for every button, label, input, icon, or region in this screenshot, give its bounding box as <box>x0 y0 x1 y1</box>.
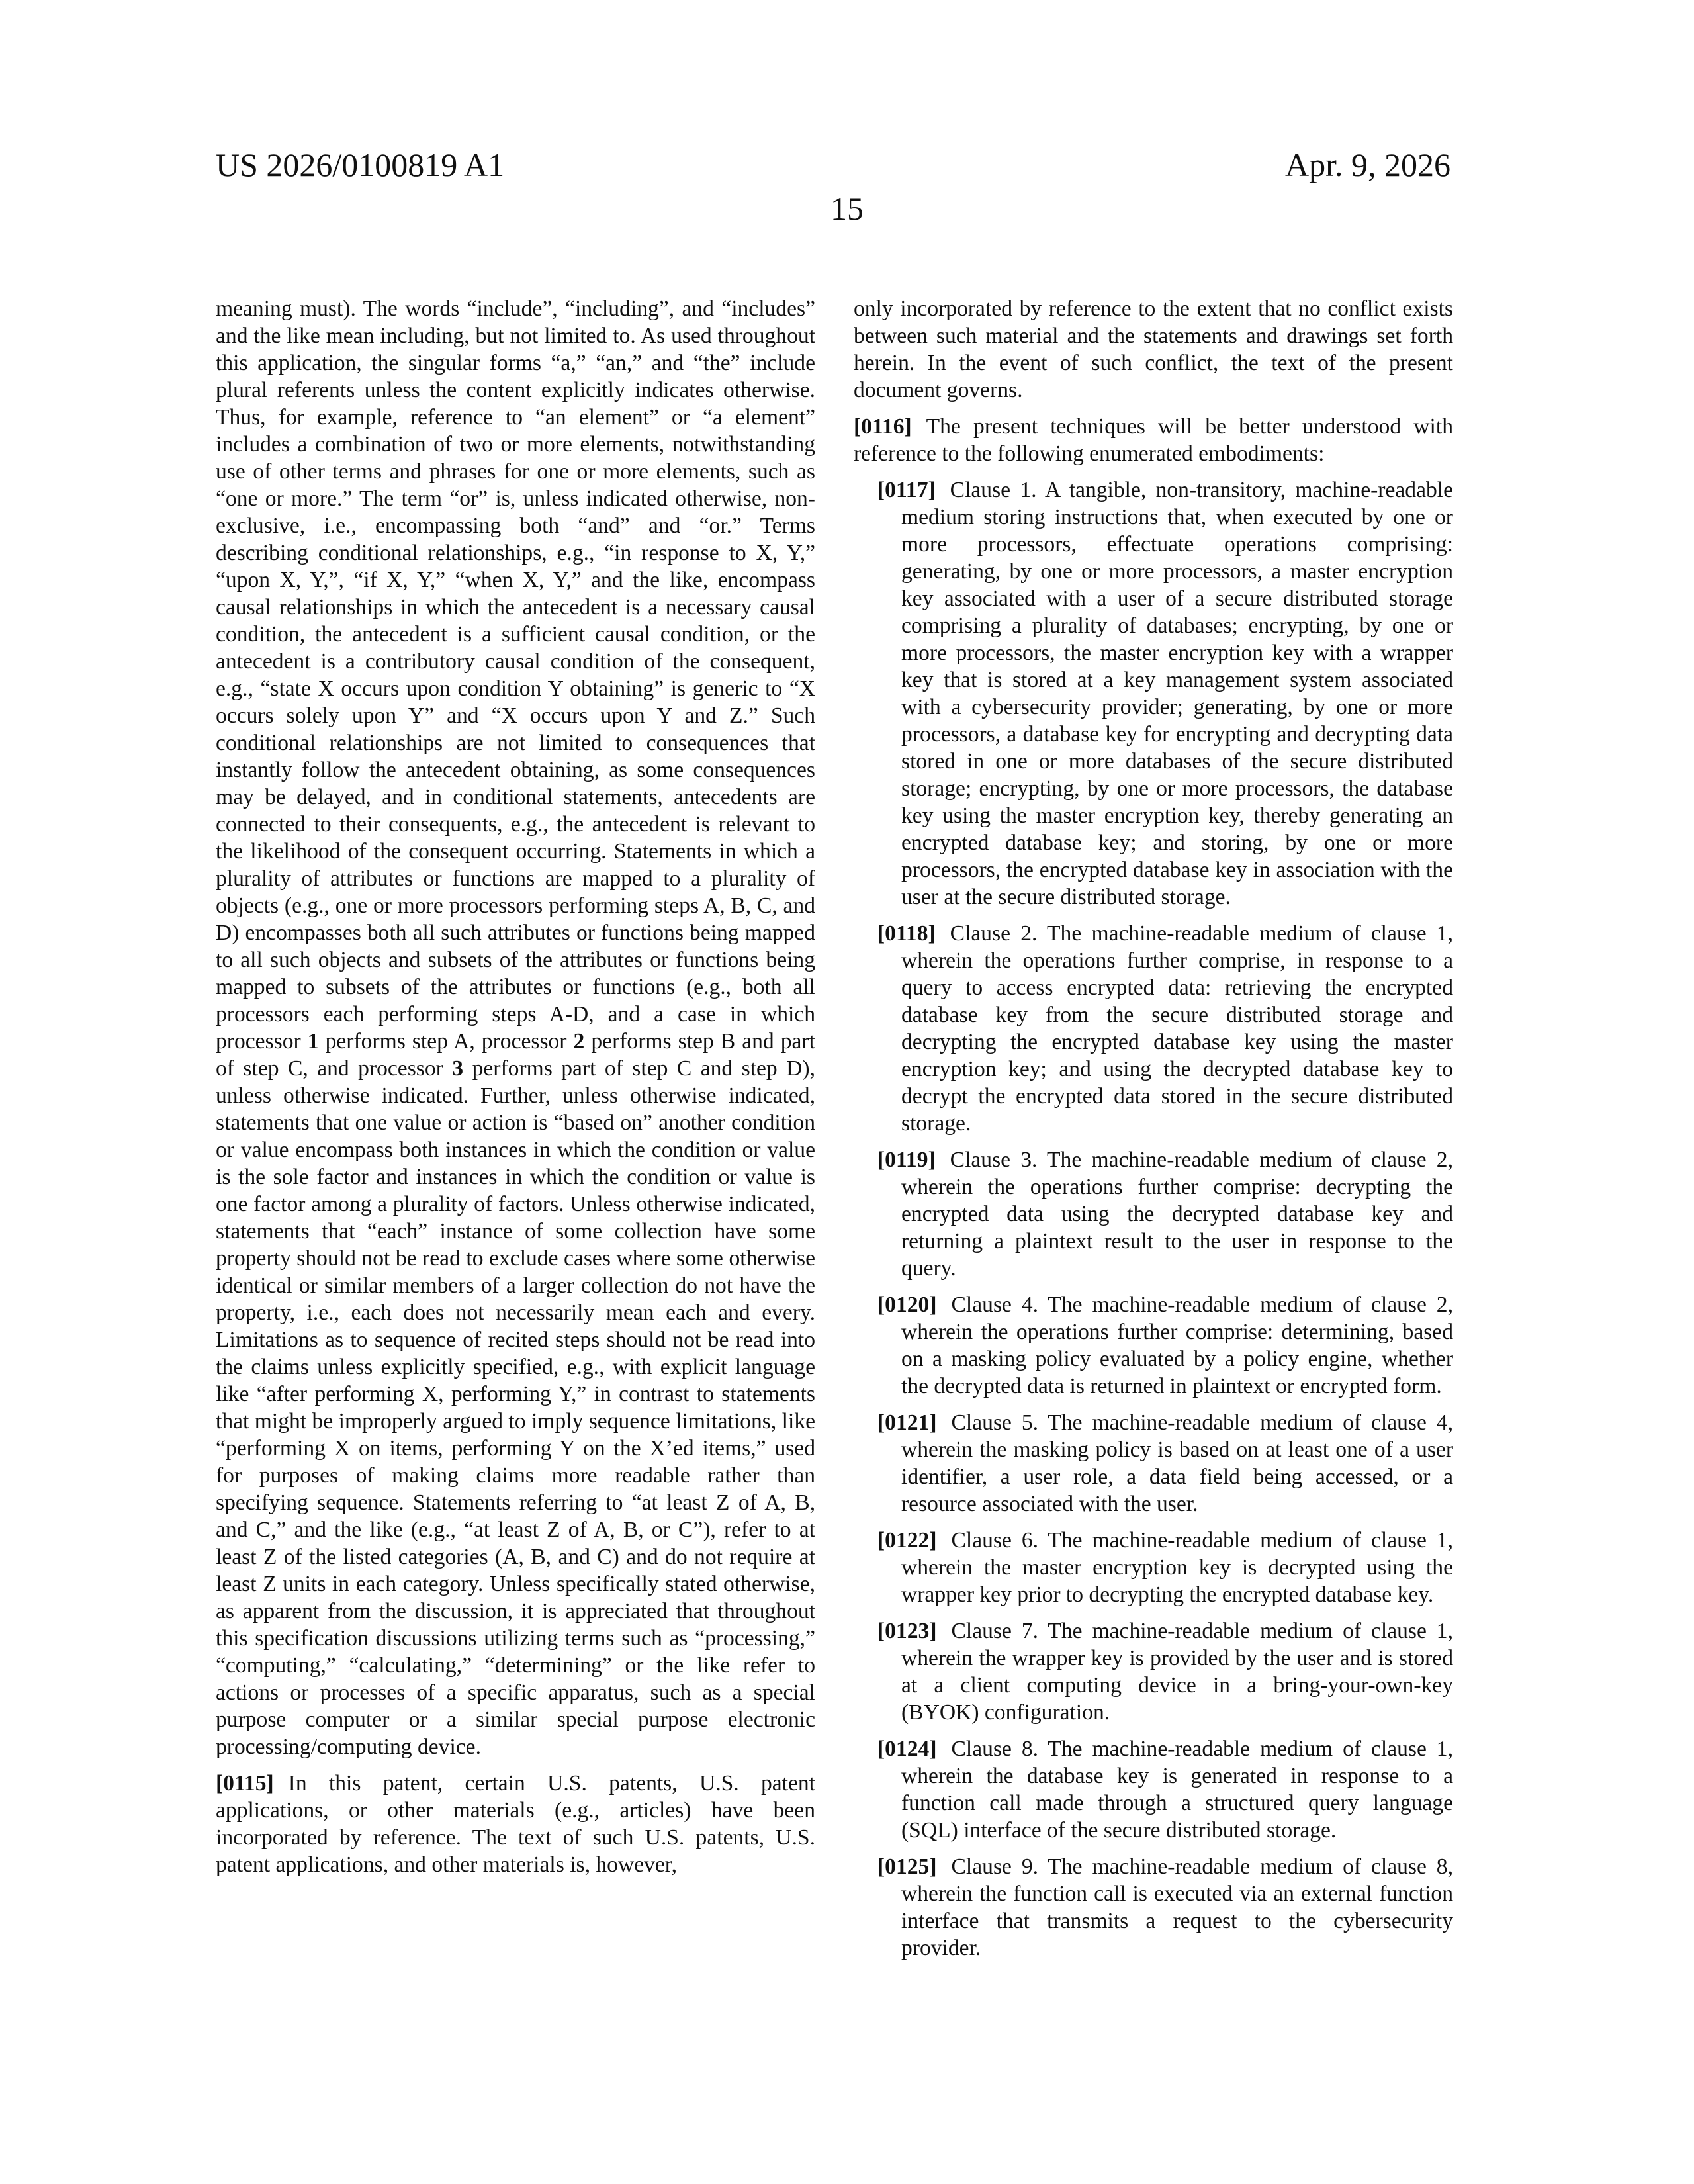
paragraph-number: [0120] <box>877 1293 937 1317</box>
clause-text: Clause 4. The machine-readable medium of clause 2, wherein the operations further comprise: determining, based on a masking policy evaluated by a policy engine, whether the decrypted data is returned in plaintext or encrypted form. <box>901 1293 1453 1398</box>
page-number: 15 <box>830 190 864 227</box>
clause-item <box>854 1409 1453 1518</box>
clause-text: Clause 3. The machine-readable medium of clause 2, wherein the operations further comprise: decrypting the encrypted data using the decrypted database key and returning a plaintext result to the user in response to the query. <box>901 1148 1453 1281</box>
right-column <box>854 295 1453 1971</box>
paragraph-continued <box>216 295 815 1760</box>
clause-text: Clause 1. A tangible, non-transitory, machine-readable medium storing instructions that, when executed by one or more processors, effectuate operations comprising: generating, by one or more processors, a master encryption key associated with a user of a secure distributed storage comprising a plurality of databases; encrypting, by one or more processors, the master encryption key with a wrapper key that is stored at a key management system associated with a cybersecurity provider; generating, by one or more processors, a database key for encrypting and decrypting data stored in one or more databases of the secure distributed storage; encrypting, by one or more processors, the database key using the master encryption key, thereby generating an encrypted database key; and storing, by one or more processors, the encrypted database key in association with the user at the secure distributed storage. <box>901 478 1453 909</box>
clause-text: Clause 9. The machine-readable medium of clause 8, wherein the function call is executed via an external function interface that transmits a request to the cybersecurity provider. <box>901 1854 1453 1960</box>
clause-item <box>854 477 1453 911</box>
paragraph-number: [0124] <box>877 1737 937 1761</box>
clause-item <box>854 1617 1453 1726</box>
paragraph-0115-continued: only incorporated by reference to the extent that no conflict exists between such material and the statements and drawings set forth herein. In the event of such conflict, the text of the present document governs. <box>854 296 1453 402</box>
paragraph-text: performs step A, processor <box>325 1029 567 1054</box>
left-column <box>216 295 815 1888</box>
clause-text: Clause 6. The machine-readable medium of clause 1, wherein the master encryption key is decrypted using the wrapper key prior to decrypting the encrypted database key. <box>901 1528 1453 1607</box>
paragraph-number: [0118] <box>877 921 936 946</box>
clause-list <box>854 477 1453 1962</box>
paragraph-number: [0125] <box>877 1854 937 1879</box>
clause-item <box>854 1735 1453 1844</box>
paragraph-text: The present techniques will be better understood with reference to the following enumerated embodiments: <box>854 414 1453 466</box>
paragraph-text: In this patent, certain U.S. patents, U.S. patent applications, or other materials (e.g., articles) have been incorporated by reference. The text of such U.S. patents, U.S. patent applications, and other materials is, however, <box>216 1771 815 1877</box>
processor-ref: 1 <box>307 1029 319 1054</box>
clause-item <box>854 1146 1453 1282</box>
paragraph-number: [0116] <box>854 414 912 439</box>
clause-item <box>854 1527 1453 1608</box>
publication-number: US 2026/0100819 A1 <box>216 146 505 183</box>
paragraph-text: performs part of step C and step D), unless otherwise indicated. Further, unless otherwise indicated, statements that one value or action is “based on” another condition or value encompass both instances in which the condition or value is the sole factor and instances in which the condition or value is one factor among a plurality of factors. Unless otherwise indicated, statements that “each” instance of some collection have some property should not be read to exclude cases where some otherwise identical or similar members of a larger collection do not have the property, i.e., each does not necessarily mean each and every. Limitations as to sequence of recited steps should not be read into the claims unless explicitly specified, e.g., with explicit language like “after performing X, performing Y,” in contrast to statements that might be improperly argued to imply sequence limitations, like “performing X on items, performing Y on the X’ed items,” used for purposes of making claims more readable rather than specifying sequence. Statements referring to “at least Z of A, B, and C,” and the like (e.g., “at least Z of A, B, or C”), refer to at least Z of the listed categories (A, B, and C) and do not require at least Z units in each category. Unless specifically stated otherwise, as apparent from the discussion, it is appreciated that throughout this specification discussions utilizing terms such as “processing,” “computing,” “calculating,” “determining” or the like refer to actions or processes of a specific apparatus, such as a special purpose computer or a similar special purpose electronic processing/computing device. <box>216 1056 816 1759</box>
processor-ref: 2 <box>573 1029 585 1054</box>
clause-item <box>854 1291 1453 1400</box>
paragraph-number: [0122] <box>877 1528 937 1553</box>
paragraph-number: [0119] <box>877 1148 936 1172</box>
paragraph-number: [0121] <box>877 1410 937 1435</box>
paragraph-number: [0115] <box>216 1771 274 1796</box>
clause-text: Clause 7. The machine-readable medium of clause 1, wherein the wrapper key is provided by the user and is stored at a client computing device in a bring-your-own-key (BYOK) configuration. <box>901 1619 1453 1725</box>
clause-text: Clause 5. The machine-readable medium of clause 4, wherein the masking policy is based on at least one of a user identifier, a user role, a data field being accessed, or a resource associated with the user. <box>901 1410 1453 1516</box>
clause-item <box>854 1853 1453 1962</box>
clause-text: Clause 2. The machine-readable medium of clause 1, wherein the operations further comprise, in response to a query to access encrypted data: retrieving the encrypted database key from the secure distributed storage and decrypting the encrypted database key using the master encryption key; and using the decrypted database key to decrypt the encrypted data stored in the secure distributed storage. <box>901 921 1453 1136</box>
paragraph-number: [0123] <box>877 1619 937 1643</box>
processor-ref: 3 <box>452 1056 464 1081</box>
paragraph-number: [0117] <box>877 478 936 502</box>
paragraph-text: performs step B and part of step C, and processor <box>216 1029 815 1081</box>
publication-date: Apr. 9, 2026 <box>1285 146 1450 183</box>
clause-item <box>854 920 1453 1137</box>
paragraph-0115 <box>216 1770 815 1878</box>
paragraph-text: meaning must). The words “include”, “including”, and “includes” and the like mean including, but not limited to. As used throughout this application, the singular forms “a,” “an,” and “the” include plural referents unless the content explicitly indicates otherwise. Thus, for example, reference to “an element” or “a element” includes a combination of two or more elements, notwithstanding use of other terms and phrases for one or more elements, such as “one or more.” The term “or” is, unless indicated otherwise, non-exclusive, i.e., encompassing both “and” and “or.” Terms describing conditional relationships, e.g., “in response to X, Y,” “upon X, Y,”, “if X, Y,” “when X, Y,” and the like, encompass causal relationships in which the antecedent is a necessary causal condition, the antecedent is a sufficient causal condition, or the antecedent is a contributory causal condition of the consequent, e.g., “state X occurs upon condition Y obtaining” is generic to “X occurs solely upon Y” and “X occurs upon Y and Z.” Such conditional relationships are not limited to consequences that instantly follow the antecedent obtaining, as some consequences may be delayed, and in conditional statements, antecedents are connected to their consequents, e.g., the antecedent is relevant to the likelihood of the consequent occurring. Statements in which a plurality of attributes or functions are mapped to a plurality of objects (e.g., one or more processors performing steps A, B, C, and D) encompasses both all such attributes or functions being mapped to all such objects and subsets of the attributes or functions being mapped to subsets of the attributes or functions (e.g., both all processors each performing steps A-D, and a case in which processor <box>216 296 815 1054</box>
clause-text: Clause 8. The machine-readable medium of clause 1, wherein the database key is generated in response to a function call made through a structured query language (SQL) interface of the secure distributed storage. <box>901 1737 1453 1843</box>
paragraph-0116 <box>854 413 1453 467</box>
